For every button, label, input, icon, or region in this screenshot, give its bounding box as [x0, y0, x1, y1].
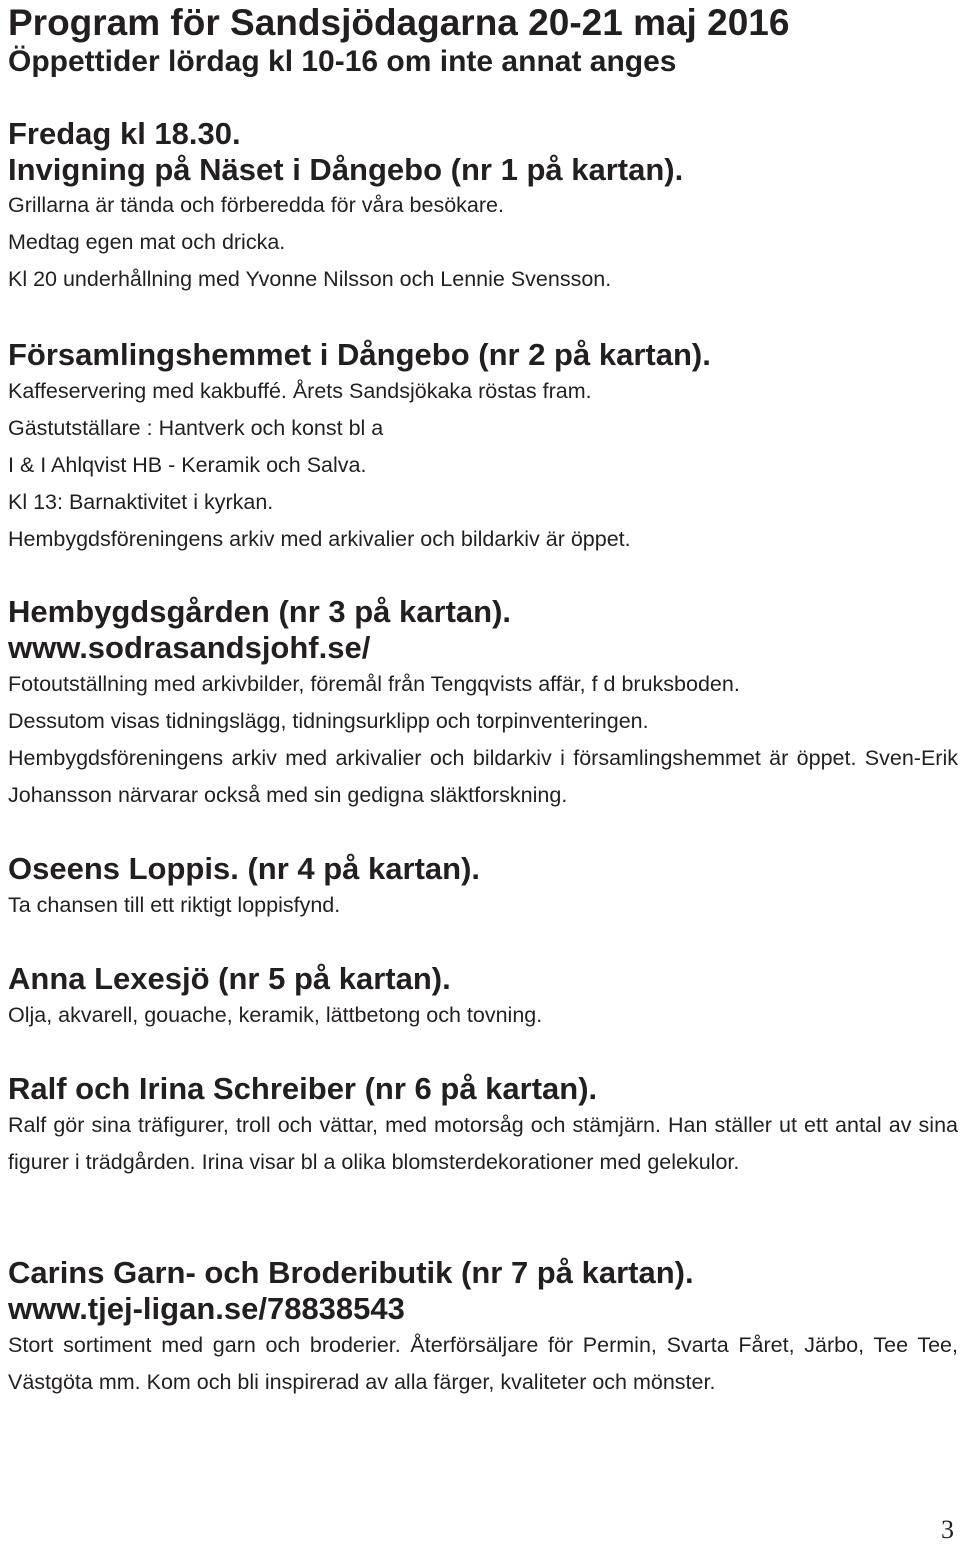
section-text-line: Gästutställare : Hantverk och konst bl a [8, 416, 384, 440]
section-hembygdsgarden [8, 594, 958, 814]
section-heading: Fredag kl 18.30. [8, 116, 241, 151]
page-title: Program för Sandsjödagarna 20-21 maj 2016 [8, 2, 790, 43]
section-heading: Oseens Loppis. (nr 4 på kartan). [8, 851, 481, 886]
section-anna-lexesjo [8, 961, 958, 1034]
section-heading: Hembygdsgården (nr 3 på kartan). [8, 594, 512, 629]
section-website-link[interactable]: www.sodrasandsjohf.se/ [8, 630, 371, 665]
page-number: 3 [941, 1515, 954, 1544]
section-text-line: Ta chansen till ett riktigt loppisfynd. [8, 893, 341, 917]
section-text-line: Kaffeservering med kakbuffé. Årets Sandsjökaka röstas fram. [8, 379, 592, 403]
section-text-line: Medtag egen mat och dricka. [8, 230, 286, 254]
section-oseens-loppis [8, 851, 958, 924]
section-text-line: Olja, akvarell, gouache, keramik, lättbetong och tovning. [8, 1003, 543, 1027]
section-forsamlingshemmet [8, 337, 958, 558]
section-paragraph: Ralf gör sina träfigurer, troll och vättar, med motorsåg och stämjärn. Han ställer ut ett antal av sina figurer i trädgården. Irina visar bl a olika blomsterdekorationer med gelekulor. [8, 1113, 958, 1174]
section-heading: Invigning på Näset i Dångebo (nr 1 på kartan). [8, 152, 684, 187]
section-text-line: Dessutom visas tidningslägg, tidningsurklipp och torpinventeringen. [8, 709, 649, 733]
section-paragraph: Stort sortiment med garn och broderier. Återförsäljare för Permin, Svarta Fåret, Järbo, Tee Tee, Västgöta mm. Kom och bli inspirerad av alla färger, kvaliteter och mönster. [8, 1333, 958, 1394]
section-text-line: Fotoutställning med arkivbilder, föremål från Tengqvists affär, f d bruksboden. [8, 672, 740, 696]
section-heading: Carins Garn- och Brodeributik (nr 7 på kartan). [8, 1255, 694, 1290]
section-heading: Ralf och Irina Schreiber (nr 6 på kartan). [8, 1071, 598, 1106]
section-text-line: Kl 13: Barnaktivitet i kyrkan. [8, 490, 274, 514]
section-website-link[interactable]: www.tjej-ligan.se/78838543 [8, 1291, 405, 1326]
section-heading: Anna Lexesjö (nr 5 på kartan). [8, 961, 451, 996]
opening-hours-subtitle: Öppettider lördag kl 10-16 om inte annat anges [8, 45, 677, 78]
section-invigning [8, 116, 958, 298]
section-text-line: Hembygdsföreningens arkiv med arkivalier och bildarkiv är öppet. [8, 527, 631, 551]
section-text-line: I & I Ahlqvist HB - Keramik och Salva. [8, 453, 367, 477]
section-text-line: Grillarna är tända och förberedda för våra besökare. [8, 193, 504, 217]
section-paragraph: Hembygdsföreningens arkiv med arkivalier och bildarkiv i församlingshemmet är öppet. Sven-Erik Johansson närvarar också med sin gedigna släktforskning. [8, 746, 958, 807]
section-text-line: Kl 20 underhållning med Yvonne Nilsson och Lennie Svensson. [8, 267, 612, 291]
section-schreiber [8, 1071, 958, 1181]
section-heading: Församlingshemmet i Dångebo (nr 2 på kartan). [8, 337, 711, 372]
section-carins-garn [8, 1255, 958, 1401]
